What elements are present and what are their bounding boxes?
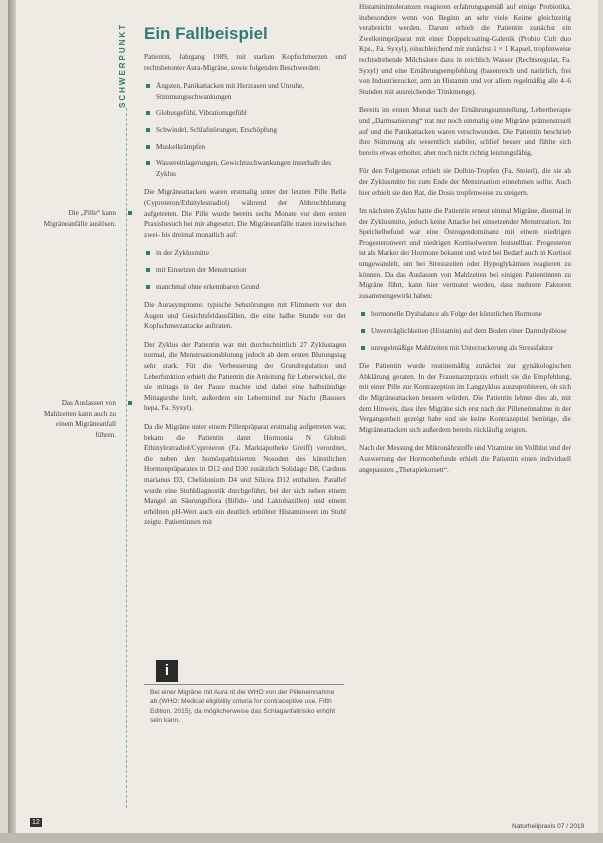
info-box xyxy=(144,660,344,750)
section-divider-line xyxy=(126,108,127,808)
margin-note-marker xyxy=(128,401,132,405)
paragraph: Die Migräneattacken waren erstmalig unter der letzten Pille Bella (Cyproteron/Ethinylestradiol) während der Abbruchblutung aufgetreten. Die Pille wurde bereits sechs Monate vor dem ersten Praxisbesuch bei mir abgesetzt. Die Migräneanfälle traten inzwischen zwei- bis dreimal monatlich auf: xyxy=(144,188,346,239)
info-box-text: Bei einer Migräne mit Aura rit die WHO von der Pilleneinnahme ab (WHO: Medical eligibility criteria for contraceptive use. Fifth Edition, 2015), da möglicherweise das Schlaganfallrisiko erhöht sein kann. xyxy=(150,689,336,725)
paragraph: Im nächsten Zyklus hatte die Patientin erneut einmal Migräne, diesmal in der Zyklusmitte, jedoch keine Attacke bei einsetzender Menstruation. Im Speichelbefund war eine Östrogendominanz mit einem niedrigen Progesteronwert und niedrigen Kortisolwerten feststellbar. Progesteron ist als Marker der Hormone bekannt und wird bei Bedarf auch in Kortisol umgewandelt, um bei Stresszeiten oder Hypoglykämien reagieren zu können. Da das Auslassen von Mahlzeiten bei einigen Patientinnen zu Migräne führt, kann hier vermutet werden, dass mehrere Faktoren zusammengewirkt haben: xyxy=(359,207,571,300)
list-item: mit Einsetzen der Menstruation xyxy=(144,265,346,276)
list-item: Ängsten, Panikattacken mit Herzrasen und Unruhe, Stimmungsschwankungen xyxy=(144,81,346,102)
article-title: Ein Fallbeispiel xyxy=(144,24,268,43)
list-item: manchmal ohne erkennbaren Grund xyxy=(144,282,346,293)
info-box-rule xyxy=(144,684,344,685)
symptom-list xyxy=(144,81,346,179)
paragraph: Für den Folgemonat erhielt sie Dolbin-Tropfen (Fa. Steierl), die sie ab der Zyklusmitte bis zum Ende der Menstruation einnehmen sollte. Auch hier erhielt sie den Rat, die Dosis tropfenweise zu steigern. xyxy=(359,167,571,197)
paragraph: Der Zyklus der Patientin war mit durchschnittlich 27 Zyklustagen normal, die Menstruationsblutung jedoch ab dem ersten Blutungstag sehr stark. Für die Verbesserung der Grundregulation und Leberfunktion erhielt die Patientin die Anleitung für Leberwickel, die sie mittags in der Pause machte und dabei eine halbstündige Mittagsruhe hielt, außerdem ein Lebermittel zur Nacht (Basosex hepa, Fa. Syxyl). xyxy=(144,340,346,413)
paragraph: Histaminintoleranzen reagieren erfahrungsgemäß auf einige Probiotika, insbesondere wenn von Beginn an sehr viele Keime gleichzeitig verabreicht werden. Darum erhielt die Patientin zunächst ein Zweikeimpräparat mit einer Doppelcoating-Galenik (Probio Cult duo Kps., Fa. Syxyl), einschleichend mit zunächst 1 × 1 Kapsel, tropfenweise rechtsdrehende Milchsäure dazu in reichlich Wasser (Rechtsregulat, Fa. Syxyl) und eine Ernährungsempfehlung (basenreich und natürlich, frei von Industriezucker, arm an Histamin und vor allem regelmäßig alle 4–6 Stunden mit ausreichender Trinkmenge). xyxy=(359,3,571,96)
margin-note-marker xyxy=(128,211,132,215)
list-item: Muskelkrämpfen xyxy=(144,142,346,153)
right-column xyxy=(359,2,571,483)
list-item: hormonelle Dysbalance als Folge der künstlichen Hormone xyxy=(359,309,571,320)
list-item: Globusgefühl, Vibrationsgefühl xyxy=(144,108,346,119)
page-number: 12 xyxy=(32,819,40,826)
case-intro: Patientin, Jahrgang 1989, mit starken Kopfschmerzen und rechtsbetonter Aura-Migräne, sowie folgenden Beschwerden: xyxy=(144,53,346,72)
margin-note-meals: Das Auslassen von Mahlzeiten kann auch zu einem Migräneanfall führen. xyxy=(43,399,116,439)
margin-note-pill: Die „Pille“ kann Migräneanfälle auslösen. xyxy=(43,209,116,228)
factor-list xyxy=(359,309,571,353)
timing-list xyxy=(144,248,346,292)
paragraph: Nach der Messung der Mikronährstoffe und Vitamine im Vollblut und der Auswertung der Hormonbefunde erhielt die Patientin einen individuell angepassten „Therapiekorsett“. xyxy=(359,444,571,474)
list-item: in der Zyklusmitte xyxy=(144,248,346,259)
paragraph: Bereits im ersten Monat nach der Ernährungsumstellung, Lebertherapie und „Darmsanierung“ trat nur noch einmalig eine Migräne prämenstruell auf und die Panikattacken waren verschwunden. Die Patientin beschrieb ihre Stimmung als wesentlich stabiler, schlief besser und fühlte sich bereits etwas erholter, aber noch nicht richtig leistungsfähig. xyxy=(359,106,571,157)
paragraph: Die Patientin wurde routinemäßig zunächst zur gynäkologischen Abklärung geraten. In der Frauenarztpraxis erhielt sie die Empfehlung, mit einer Pille zur Kontrazeption im Langzyklus auszuprobieren, ob sich die Migräneattacken bessern würden. Die Patientin lehnte dies ab, mit dem Hinweis, dass ihre Migräne sich erst nach der Pilleneinnahme in der Vergangenheit gezeigt habe und sie keine Kontrazeptiei benötige, die Migräneattacken sich außerdem bereits rückläufig zeigten. xyxy=(359,362,571,434)
page-gutter-shadow xyxy=(8,0,16,843)
paragraph: Die Aurasymptome: typische Sehstörungen mit Flimmern vor den Augen und Gesichtsfeldausfällen, die eine halbe Stunde vor der Kopfschmerzattacke auftraten. xyxy=(144,301,346,331)
journal-footer: Naturheilpraxis 07 / 2019 xyxy=(512,823,585,830)
list-item: Schwindel, Schlafstörungen, Erschöpfung xyxy=(144,125,346,136)
paragraph: Da die Migräne unter einem Pillenpräparat erstmalig aufgetreten war, bekam die Patientin dann Hormonia N Globuli Ethinylestradiol/Cyproteron (Fa. Marktapotheke Greiff) verordnet, die neben den homöopathisierten Nosoden des künstlichen Hormonpräparates in D12 und D30 zusätzlich Solidago D8, Carduus marianus D3, Chelidonium D4 und Silicea D12 enthalten. Parallel wurde eine Stuhldiagnostik durchgeführt, bei der sich neben einem Mangel an Säurungsflora (Bifido- und Laktobazillen) und einem erhöhten pH-Wert auch ein deutlich erhöhter Histaminwert im Stuhl zeigte. Patientinnen mit xyxy=(144,423,346,527)
left-column xyxy=(144,52,346,536)
list-item: Unverträglichkeiten (Histamin) auf dem Boden einer Darmdysbiose xyxy=(359,326,571,337)
info-icon: i xyxy=(156,660,178,682)
list-item: Wassereinlagerungen, Gewichtsschwankungen innerhalb des Zyklus xyxy=(144,158,346,179)
section-label: SCHWERPUNKT xyxy=(118,22,127,108)
scan-bottom-edge xyxy=(0,833,603,843)
list-item: unregelmäßige Mahlzeiten mit Unterzuckerung als Stressfaktor xyxy=(359,343,571,354)
